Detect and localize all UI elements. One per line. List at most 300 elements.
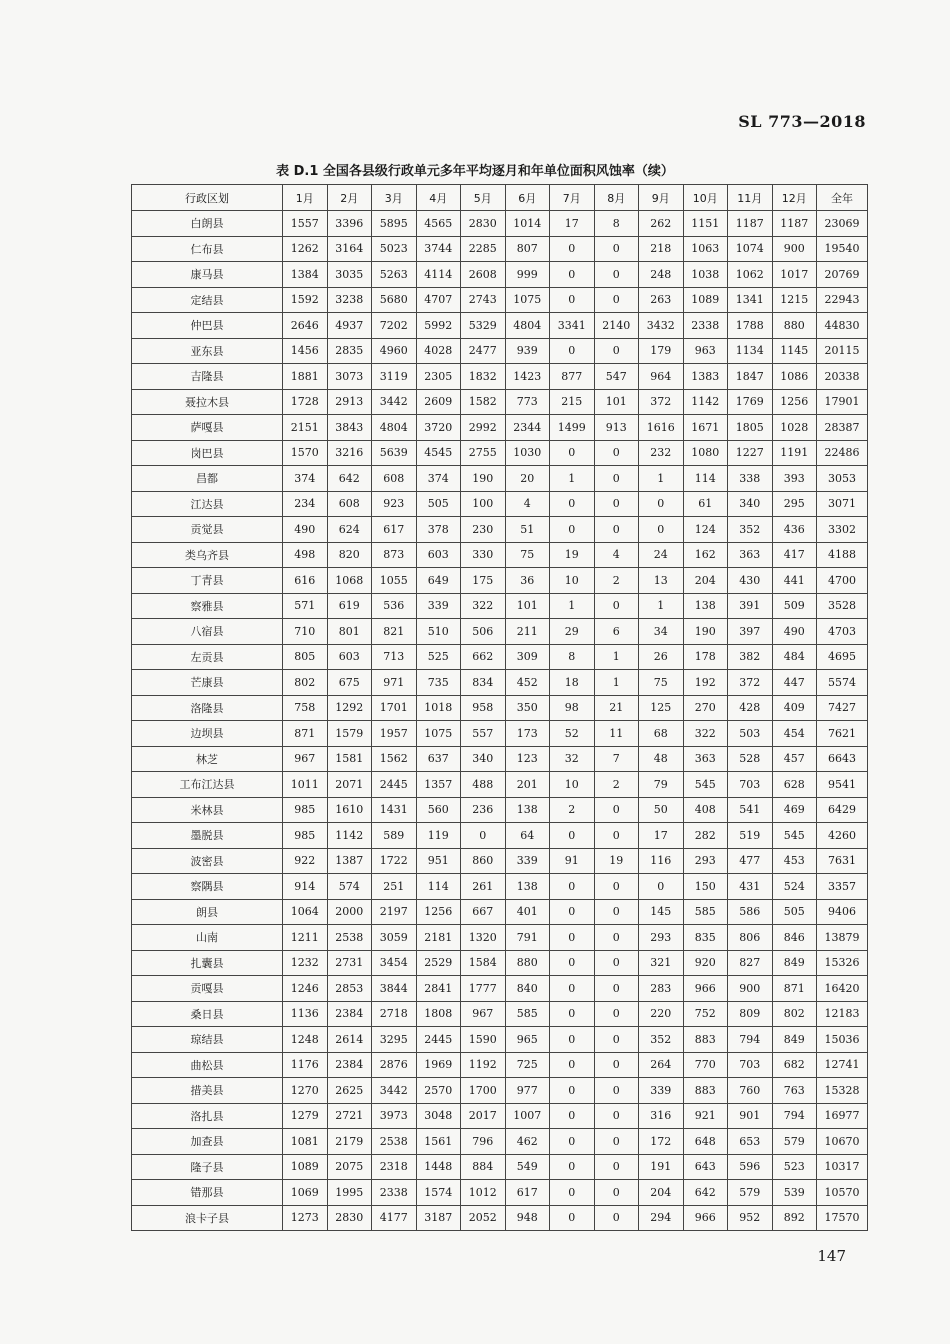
value-cell: 339 (416, 593, 461, 619)
value-cell: 3432 (639, 313, 684, 339)
value-cell: 603 (416, 542, 461, 568)
value-cell: 586 (728, 899, 773, 925)
value-cell: 3073 (327, 364, 372, 390)
value-cell: 372 (728, 670, 773, 696)
value-cell: 3238 (327, 287, 372, 313)
value-cell: 322 (461, 593, 506, 619)
region-name-cell: 岗巴县 (132, 440, 283, 466)
column-header: 全年 (817, 185, 868, 211)
column-header: 5月 (461, 185, 506, 211)
value-cell: 91 (550, 848, 595, 874)
value-cell: 4114 (416, 262, 461, 288)
value-cell: 977 (505, 1078, 550, 1104)
value-cell: 263 (639, 287, 684, 313)
value-cell: 2614 (327, 1027, 372, 1053)
table-row (132, 389, 868, 415)
value-cell: 1211 (283, 925, 328, 951)
value-cell: 1341 (728, 287, 773, 313)
value-cell: 964 (639, 364, 684, 390)
value-cell: 490 (283, 517, 328, 543)
value-cell: 4565 (416, 211, 461, 237)
value-cell: 1 (550, 466, 595, 492)
value-cell: 1456 (283, 338, 328, 364)
value-cell: 16977 (817, 1103, 868, 1129)
value-cell: 15036 (817, 1027, 868, 1053)
value-cell: 436 (772, 517, 817, 543)
region-name-cell: 白朗县 (132, 211, 283, 237)
value-cell: 860 (461, 848, 506, 874)
value-cell: 608 (327, 491, 372, 517)
value-cell: 0 (550, 287, 595, 313)
value-cell: 125 (639, 695, 684, 721)
value-cell: 1 (550, 593, 595, 619)
value-cell: 28387 (817, 415, 868, 441)
value-cell: 51 (505, 517, 550, 543)
value-cell: 1383 (683, 364, 728, 390)
value-cell: 2529 (416, 950, 461, 976)
value-cell: 760 (728, 1078, 773, 1104)
value-cell: 101 (594, 389, 639, 415)
value-cell: 966 (683, 976, 728, 1002)
value-cell: 0 (594, 823, 639, 849)
value-cell: 2721 (327, 1103, 372, 1129)
value-cell: 0 (550, 1001, 595, 1027)
table-row (132, 644, 868, 670)
value-cell: 162 (683, 542, 728, 568)
value-cell: 0 (550, 236, 595, 262)
value-cell: 32 (550, 746, 595, 772)
value-cell: 20115 (817, 338, 868, 364)
value-cell: 1805 (728, 415, 773, 441)
value-cell: 2913 (327, 389, 372, 415)
value-cell: 190 (683, 619, 728, 645)
value-cell: 2755 (461, 440, 506, 466)
value-cell: 316 (639, 1103, 684, 1129)
value-cell: 616 (283, 568, 328, 594)
value-cell: 877 (550, 364, 595, 390)
value-cell: 985 (283, 823, 328, 849)
value-cell: 1273 (283, 1205, 328, 1231)
value-cell: 3744 (416, 236, 461, 262)
value-cell: 0 (594, 593, 639, 619)
value-cell: 1142 (327, 823, 372, 849)
value-cell: 4545 (416, 440, 461, 466)
value-cell: 1089 (283, 1154, 328, 1180)
value-cell: 1881 (283, 364, 328, 390)
value-cell: 1014 (505, 211, 550, 237)
value-cell: 3973 (372, 1103, 417, 1129)
value-cell: 2285 (461, 236, 506, 262)
value-cell: 794 (772, 1103, 817, 1129)
value-cell: 339 (639, 1078, 684, 1104)
value-cell: 393 (772, 466, 817, 492)
value-cell: 17 (639, 823, 684, 849)
value-cell: 770 (683, 1052, 728, 1078)
value-cell: 509 (772, 593, 817, 619)
table-row (132, 542, 868, 568)
value-cell: 3341 (550, 313, 595, 339)
value-cell: 453 (772, 848, 817, 874)
value-cell: 5895 (372, 211, 417, 237)
value-cell: 6643 (817, 746, 868, 772)
value-cell: 0 (639, 517, 684, 543)
table-row (132, 1205, 868, 1231)
value-cell: 2 (594, 568, 639, 594)
table-row (132, 899, 868, 925)
value-cell: 52 (550, 721, 595, 747)
table-row (132, 1027, 868, 1053)
value-cell: 505 (772, 899, 817, 925)
value-cell: 849 (772, 1027, 817, 1053)
region-name-cell: 浪卡子县 (132, 1205, 283, 1231)
value-cell: 914 (283, 874, 328, 900)
value-cell: 50 (639, 797, 684, 823)
value-cell: 2718 (372, 1001, 417, 1027)
value-cell: 2477 (461, 338, 506, 364)
value-cell: 338 (728, 466, 773, 492)
value-cell: 628 (772, 772, 817, 798)
value-cell: 0 (594, 440, 639, 466)
value-cell: 0 (594, 338, 639, 364)
value-cell: 1151 (683, 211, 728, 237)
value-cell: 1176 (283, 1052, 328, 1078)
value-cell: 713 (372, 644, 417, 670)
value-cell: 2570 (416, 1078, 461, 1104)
value-cell: 883 (683, 1027, 728, 1053)
value-cell: 36 (505, 568, 550, 594)
table-row (132, 1154, 868, 1180)
value-cell: 0 (550, 1103, 595, 1129)
value-cell: 1957 (372, 721, 417, 747)
value-cell: 1248 (283, 1027, 328, 1053)
value-cell: 763 (772, 1078, 817, 1104)
value-cell: 1270 (283, 1078, 328, 1104)
value-cell: 3059 (372, 925, 417, 951)
value-cell: 79 (639, 772, 684, 798)
value-cell: 24 (639, 542, 684, 568)
value-cell: 958 (461, 695, 506, 721)
value-cell: 2743 (461, 287, 506, 313)
value-cell: 4260 (817, 823, 868, 849)
value-cell: 2338 (372, 1180, 417, 1206)
value-cell: 10670 (817, 1129, 868, 1155)
value-cell: 12183 (817, 1001, 868, 1027)
region-name-cell: 仁布县 (132, 236, 283, 262)
value-cell: 1030 (505, 440, 550, 466)
value-cell: 5329 (461, 313, 506, 339)
value-cell: 1579 (327, 721, 372, 747)
value-cell: 0 (594, 950, 639, 976)
value-cell: 1187 (772, 211, 817, 237)
value-cell: 12741 (817, 1052, 868, 1078)
table-row (132, 797, 868, 823)
value-cell: 1584 (461, 950, 506, 976)
value-cell: 725 (505, 1052, 550, 1078)
value-cell: 3357 (817, 874, 868, 900)
value-cell: 4707 (416, 287, 461, 313)
value-cell: 1191 (772, 440, 817, 466)
region-name-cell: 隆子县 (132, 1154, 283, 1180)
value-cell: 1080 (683, 440, 728, 466)
value-cell: 211 (505, 619, 550, 645)
table-row (132, 746, 868, 772)
value-cell: 220 (639, 1001, 684, 1027)
value-cell: 490 (772, 619, 817, 645)
value-cell: 0 (594, 1129, 639, 1155)
value-cell: 150 (683, 874, 728, 900)
table-row (132, 695, 868, 721)
page-number: 147 (817, 1247, 846, 1265)
value-cell: 0 (594, 1180, 639, 1206)
value-cell: 3442 (372, 1078, 417, 1104)
value-cell: 667 (461, 899, 506, 925)
value-cell: 1142 (683, 389, 728, 415)
region-name-cell: 察隅县 (132, 874, 283, 900)
value-cell: 321 (639, 950, 684, 976)
value-cell: 2338 (683, 313, 728, 339)
region-name-cell: 定结县 (132, 287, 283, 313)
value-cell: 372 (639, 389, 684, 415)
value-cell: 1788 (728, 313, 773, 339)
region-name-cell: 八宿县 (132, 619, 283, 645)
value-cell: 2538 (327, 925, 372, 951)
value-cell: 13879 (817, 925, 868, 951)
value-cell: 1028 (772, 415, 817, 441)
value-cell: 846 (772, 925, 817, 951)
value-cell: 884 (461, 1154, 506, 1180)
value-cell: 0 (594, 1103, 639, 1129)
value-cell: 965 (505, 1027, 550, 1053)
region-name-cell: 波密县 (132, 848, 283, 874)
value-cell: 579 (772, 1129, 817, 1155)
region-name-cell: 江达县 (132, 491, 283, 517)
table-row (132, 313, 868, 339)
value-cell: 20338 (817, 364, 868, 390)
value-cell: 1256 (772, 389, 817, 415)
value-cell: 457 (772, 746, 817, 772)
value-cell: 3454 (372, 950, 417, 976)
column-header: 2月 (327, 185, 372, 211)
value-cell: 352 (728, 517, 773, 543)
table-row (132, 1078, 868, 1104)
value-cell: 75 (505, 542, 550, 568)
region-name-cell: 错那县 (132, 1180, 283, 1206)
value-cell: 1592 (283, 287, 328, 313)
value-cell: 2052 (461, 1205, 506, 1231)
value-cell: 2 (594, 772, 639, 798)
column-header: 行政区划 (132, 185, 283, 211)
value-cell: 10570 (817, 1180, 868, 1206)
value-cell: 3442 (372, 389, 417, 415)
value-cell: 758 (283, 695, 328, 721)
value-cell: 5992 (416, 313, 461, 339)
value-cell: 2625 (327, 1078, 372, 1104)
value-cell: 901 (728, 1103, 773, 1129)
value-cell: 248 (639, 262, 684, 288)
value-cell: 4804 (505, 313, 550, 339)
value-cell: 264 (639, 1052, 684, 1078)
value-cell: 175 (461, 568, 506, 594)
value-cell: 952 (728, 1205, 773, 1231)
region-name-cell: 加查县 (132, 1129, 283, 1155)
table-row (132, 721, 868, 747)
value-cell: 525 (416, 644, 461, 670)
column-header: 9月 (639, 185, 684, 211)
value-cell: 8 (550, 644, 595, 670)
value-cell: 190 (461, 466, 506, 492)
value-cell: 820 (327, 542, 372, 568)
column-header: 6月 (505, 185, 550, 211)
value-cell: 363 (728, 542, 773, 568)
column-header: 3月 (372, 185, 417, 211)
value-cell: 0 (550, 1154, 595, 1180)
column-header: 12月 (772, 185, 817, 211)
value-cell: 6429 (817, 797, 868, 823)
value-cell: 653 (728, 1129, 773, 1155)
value-cell: 2384 (327, 1052, 372, 1078)
table-row (132, 619, 868, 645)
value-cell: 1320 (461, 925, 506, 951)
value-cell: 0 (594, 466, 639, 492)
table-row (132, 848, 868, 874)
value-cell: 574 (327, 874, 372, 900)
value-cell: 0 (594, 491, 639, 517)
value-cell: 0 (550, 976, 595, 1002)
value-cell: 114 (416, 874, 461, 900)
value-cell: 1075 (505, 287, 550, 313)
table-row (132, 772, 868, 798)
value-cell: 0 (461, 823, 506, 849)
value-cell: 1075 (416, 721, 461, 747)
table-row (132, 491, 868, 517)
region-name-cell: 吉隆县 (132, 364, 283, 390)
value-cell: 920 (683, 950, 728, 976)
table-row (132, 364, 868, 390)
value-cell: 1384 (283, 262, 328, 288)
value-cell: 0 (550, 517, 595, 543)
value-cell: 4703 (817, 619, 868, 645)
value-cell: 1134 (728, 338, 773, 364)
table-row (132, 670, 868, 696)
value-cell: 1 (639, 593, 684, 619)
value-cell: 0 (594, 287, 639, 313)
value-cell: 5680 (372, 287, 417, 313)
value-cell: 3187 (416, 1205, 461, 1231)
region-name-cell: 亚东县 (132, 338, 283, 364)
value-cell: 541 (728, 797, 773, 823)
region-name-cell: 琼结县 (132, 1027, 283, 1053)
value-cell: 4937 (327, 313, 372, 339)
value-cell: 3844 (372, 976, 417, 1002)
value-cell: 880 (505, 950, 550, 976)
column-header: 1月 (283, 185, 328, 211)
value-cell: 1722 (372, 848, 417, 874)
value-cell: 2731 (327, 950, 372, 976)
value-cell: 0 (594, 1052, 639, 1078)
value-cell: 1448 (416, 1154, 461, 1180)
value-cell: 2140 (594, 313, 639, 339)
value-cell: 1570 (283, 440, 328, 466)
value-cell: 2830 (461, 211, 506, 237)
value-cell: 408 (683, 797, 728, 823)
value-cell: 10 (550, 568, 595, 594)
value-cell: 0 (550, 491, 595, 517)
value-cell: 23069 (817, 211, 868, 237)
value-cell: 662 (461, 644, 506, 670)
value-cell: 0 (594, 1078, 639, 1104)
value-cell: 201 (505, 772, 550, 798)
value-cell: 948 (505, 1205, 550, 1231)
value-cell: 7 (594, 746, 639, 772)
value-cell: 1068 (327, 568, 372, 594)
value-cell: 2 (550, 797, 595, 823)
value-cell: 1671 (683, 415, 728, 441)
value-cell: 637 (416, 746, 461, 772)
value-cell: 913 (594, 415, 639, 441)
value-cell: 124 (683, 517, 728, 543)
value-cell: 215 (550, 389, 595, 415)
value-cell: 352 (639, 1027, 684, 1053)
value-cell: 3071 (817, 491, 868, 517)
value-cell: 261 (461, 874, 506, 900)
region-name-cell: 林芝 (132, 746, 283, 772)
value-cell: 675 (327, 670, 372, 696)
value-cell: 2609 (416, 389, 461, 415)
table-row (132, 593, 868, 619)
region-name-cell: 贡觉县 (132, 517, 283, 543)
value-cell: 1074 (728, 236, 773, 262)
value-cell: 967 (461, 1001, 506, 1027)
value-cell: 34 (639, 619, 684, 645)
region-name-cell: 曲松县 (132, 1052, 283, 1078)
value-cell: 64 (505, 823, 550, 849)
value-cell: 1769 (728, 389, 773, 415)
value-cell: 835 (683, 925, 728, 951)
value-cell: 234 (283, 491, 328, 517)
value-cell: 138 (505, 874, 550, 900)
table-row (132, 1180, 868, 1206)
value-cell: 5263 (372, 262, 417, 288)
table-body (132, 211, 868, 1231)
value-cell: 2151 (283, 415, 328, 441)
value-cell: 1431 (372, 797, 417, 823)
value-cell: 8 (594, 211, 639, 237)
region-name-cell: 左贡县 (132, 644, 283, 670)
value-cell: 3216 (327, 440, 372, 466)
value-cell: 20769 (817, 262, 868, 288)
table-row (132, 976, 868, 1002)
value-cell: 3843 (327, 415, 372, 441)
value-cell: 809 (728, 1001, 773, 1027)
value-cell: 2017 (461, 1103, 506, 1129)
value-cell: 2075 (327, 1154, 372, 1180)
value-cell: 506 (461, 619, 506, 645)
value-cell: 642 (327, 466, 372, 492)
region-name-cell: 萨嘎县 (132, 415, 283, 441)
value-cell: 966 (683, 1205, 728, 1231)
region-name-cell: 仲巴县 (132, 313, 283, 339)
value-cell: 9541 (817, 772, 868, 798)
value-cell: 0 (594, 1001, 639, 1027)
region-name-cell: 聂拉木县 (132, 389, 283, 415)
value-cell: 350 (505, 695, 550, 721)
value-cell: 648 (683, 1129, 728, 1155)
value-cell: 15326 (817, 950, 868, 976)
value-cell: 0 (550, 440, 595, 466)
table-row (132, 950, 868, 976)
value-cell: 2538 (372, 1129, 417, 1155)
value-cell: 3295 (372, 1027, 417, 1053)
